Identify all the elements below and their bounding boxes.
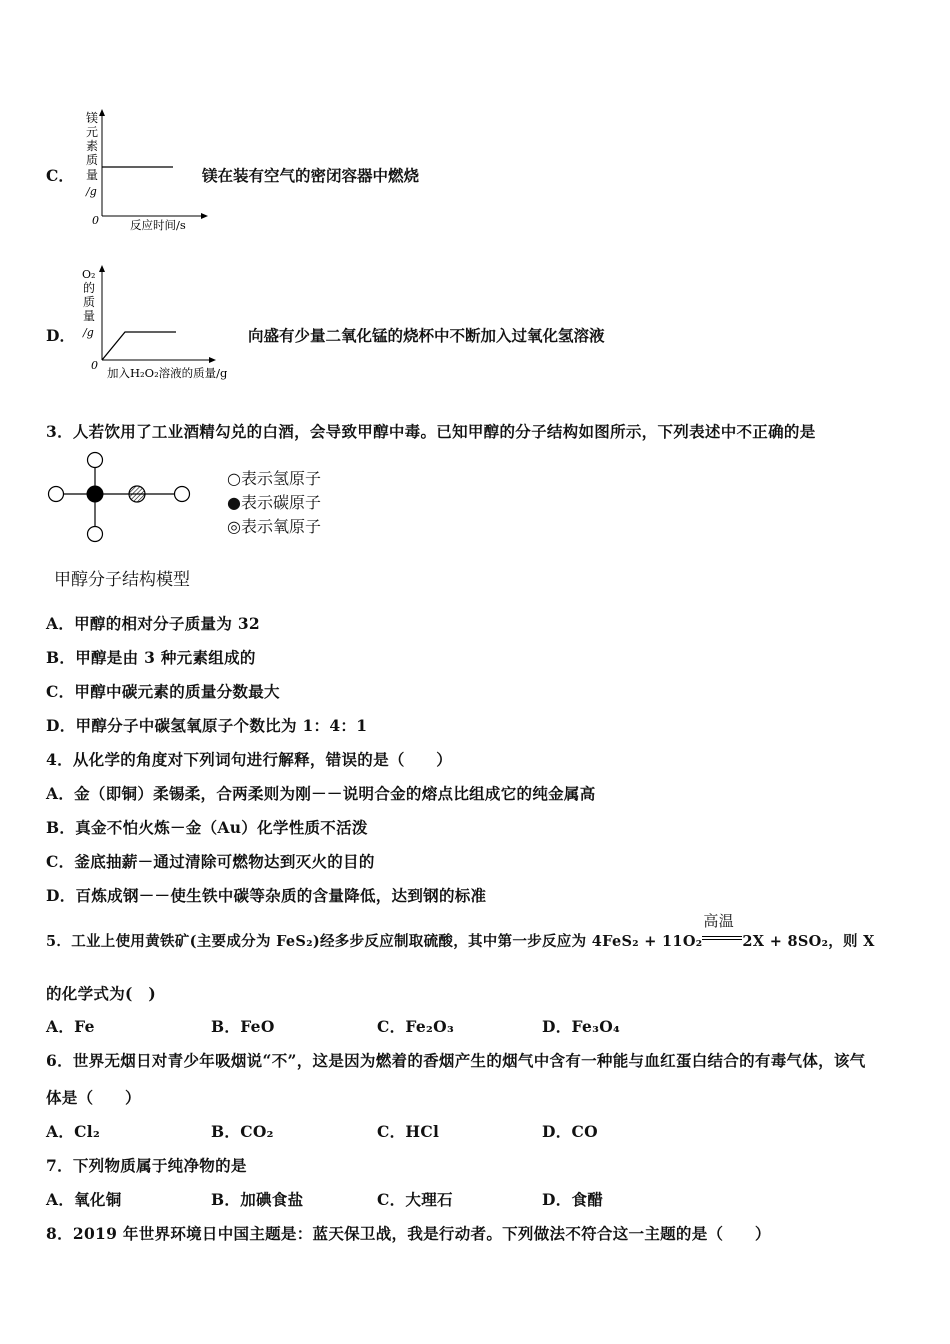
q6-option-a: A．Cl₂ [46, 1122, 101, 1141]
hydrogen-atom-right [175, 487, 190, 502]
model-title: 甲醇分子结构模型 [54, 570, 190, 590]
legend-carbon: ●表示碳原子 [227, 493, 321, 512]
graph-c-x-arrow [201, 213, 208, 219]
graph-c-ylabel-1: 元 [86, 125, 99, 139]
graph-d-origin: 0 [91, 359, 98, 372]
q4-option-c: C．釜底抽薪－通过清除可燃物达到灭火的目的 [46, 852, 375, 871]
q7-stem: 7．下列物质属于纯净物的是 [46, 1156, 247, 1175]
graph-d-y-arrow [99, 265, 105, 272]
graph-c-y-arrow [99, 109, 105, 116]
q5-option-a: A．Fe [46, 1017, 95, 1036]
carbon-atom [87, 486, 104, 503]
graph-c-caption: 镁在装有空气的密闭容器中燃烧 [202, 166, 420, 185]
q5-condition: 高温 [703, 912, 735, 930]
q3-option-d: D．甲醇分子中碳氢氧原子个数比为 1：4：1 [46, 716, 368, 735]
q6-stem-line2: 体是（ ） [46, 1088, 141, 1107]
q4-option-b: B．真金不怕火炼－金（Au）化学性质不活泼 [46, 818, 368, 837]
legend-oxygen: ◎表示氧原子 [227, 517, 321, 536]
q5-stem-line1 [46, 912, 875, 951]
oxygen-atom [129, 486, 145, 502]
graph-d-xlabel: 加入H₂O₂溶液的质量/g [107, 366, 228, 380]
q3-option-a: A．甲醇的相对分子质量为 32 [46, 614, 260, 633]
graph-d-x-arrow [209, 357, 216, 363]
q4-option-a: A．金（即铜）柔锡柔，合两柔则为刚－－说明合金的熔点比组成它的纯金属高 [46, 784, 596, 803]
legend-hydrogen: ○表示氢原子 [227, 469, 321, 488]
q6-stem-line1: 6．世界无烟日对青少年吸烟说“不”，这是因为燃着的香烟产生的烟气中含有一种能与血红蛋白结合的有毒气体，该气 [46, 1051, 866, 1070]
q5-stem-before: 5．工业上使用黄铁矿(主要成分为 FeS₂)经多步反应制取硫酸，其中第一步反应为 4FeS₂ + 11O₂ [46, 933, 703, 950]
methanol-model [40, 446, 200, 556]
graph-c-ylabel-2: 素 [86, 139, 99, 153]
graph-c-ylabel-5: /g [86, 185, 97, 198]
q6-option-b: B．CO₂ [211, 1122, 274, 1141]
q7-option-d: D．食醋 [542, 1190, 604, 1209]
graph-d-figure [80, 262, 245, 387]
graph-d-ylabel-3: 量 [83, 309, 96, 323]
q7-option-a: A．氧化铜 [46, 1190, 122, 1209]
graph-d-ylabel-1: 的 [83, 281, 96, 295]
q6-option-c: C．HCl [377, 1122, 440, 1141]
q5-stem-line2: 的化学式为( ) [46, 984, 157, 1003]
q3-option-b: B．甲醇是由 3 种元素组成的 [46, 648, 256, 667]
q5-option-c: C．Fe₂O₃ [377, 1017, 455, 1036]
q5-reaction-arrow [702, 912, 742, 946]
q4-stem: 4．从化学的角度对下列词句进行解释，错误的是（ ） [46, 750, 453, 769]
graph-d-ylabel-0: O₂ [82, 268, 96, 281]
q5-option-d: D．Fe₃O₄ [542, 1017, 621, 1036]
hydrogen-atom-bottom [88, 527, 103, 542]
q4-option-d: D．百炼成钢－－使生铁中碳等杂质的含量降低，达到钢的标准 [46, 886, 487, 905]
q6-option-d: D．CO [542, 1122, 598, 1141]
graph-c-ylabel-3: 质 [86, 153, 99, 167]
q3-stem: 3．人若饮用了工业酒精勾兑的白酒，会导致甲醇中毒。已知甲醇的分子结构如图所示，下列表述中不正确的是 [46, 422, 816, 441]
graph-c-figure [80, 108, 220, 233]
q8-stem: 8．2019 年世界环境日中国主题是：蓝天保卫战，我是行动者。下列做法不符合这一主题的是（ ） [46, 1224, 771, 1243]
q5-option-b: B．FeO [211, 1017, 275, 1036]
graph-d-ylabel-4: /g [83, 326, 94, 339]
hydrogen-atom-top [88, 453, 103, 468]
graph-c-label: C． [46, 166, 74, 185]
graph-d-caption: 向盛有少量二氧化锰的烧杯中不断加入过氧化氢溶液 [248, 326, 605, 345]
graph-d-data-line [102, 332, 176, 360]
graph-c-ylabel-4: 量 [86, 168, 99, 182]
q5-stem-after: 2X + 8SO₂，则 X [742, 933, 875, 950]
graph-d-label: D． [46, 326, 75, 345]
q7-option-b: B．加碘食盐 [211, 1190, 304, 1209]
q3-option-c: C．甲醇中碳元素的质量分数最大 [46, 682, 280, 701]
hydrogen-atom-left [49, 487, 64, 502]
graph-c-ylabel-0: 镁 [86, 111, 99, 125]
q7-option-c: C．大理石 [377, 1190, 453, 1209]
graph-c-xlabel: 反应时间/s [130, 218, 186, 232]
graph-d-ylabel-2: 质 [83, 295, 96, 309]
graph-c-origin: 0 [92, 214, 99, 227]
